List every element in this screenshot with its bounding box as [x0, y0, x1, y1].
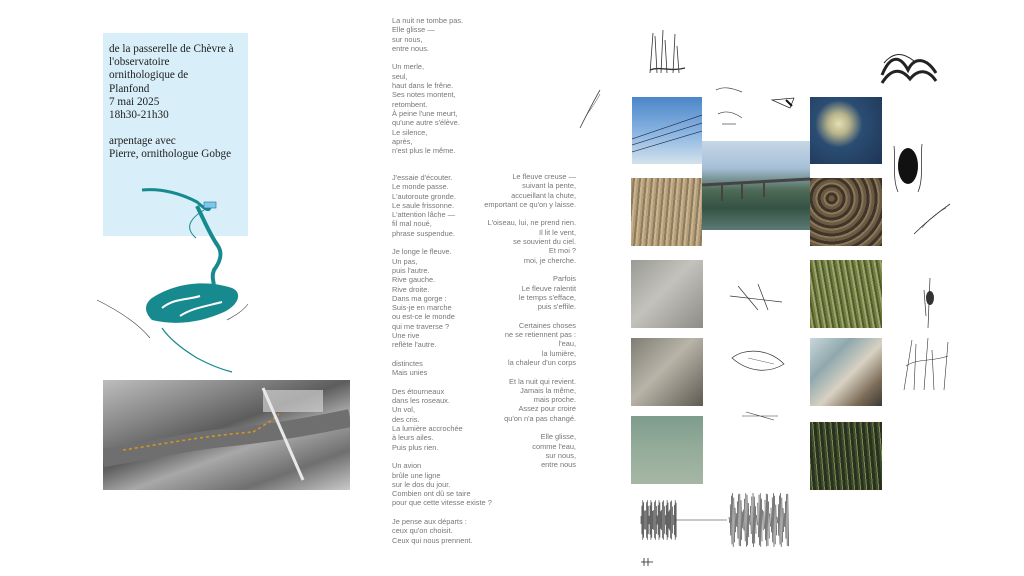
text-line: Le silence, — [392, 127, 428, 137]
photo-sky-night — [810, 97, 882, 164]
river-map-illustration — [92, 180, 252, 375]
text-line: qu'une autre s'élève. — [392, 118, 460, 128]
text-line: brûle une ligne — [392, 470, 441, 480]
blank-line — [465, 423, 576, 432]
aerial-photo — [103, 380, 350, 490]
text-line: Rive droite. — [392, 284, 430, 294]
text-line: sur nous, — [545, 450, 576, 460]
bird-silhouette-sketch — [770, 96, 796, 110]
blank-line — [392, 53, 463, 62]
blank-line — [465, 265, 576, 274]
text-line: Dans ma gorge : — [392, 293, 447, 303]
grass-sketch — [645, 28, 690, 78]
text-line: L'attention lâche — — [392, 210, 456, 220]
text-line: Mais unies — [392, 368, 428, 378]
text-line: fil mal noué, — [392, 219, 432, 229]
nest-sketch — [890, 142, 928, 194]
fish-sketch — [728, 344, 788, 378]
text-line: l'eau, — [558, 339, 576, 349]
text-line: Je pense aux départs : — [392, 516, 467, 526]
text-line: le temps s'efface, — [518, 292, 576, 302]
text-line: sur nous, — [392, 34, 423, 44]
text-line: 18h30-21h30 — [109, 109, 169, 122]
text-line: n'est plus le même. — [392, 146, 456, 156]
text-line: qui me traverse ? — [392, 321, 450, 331]
text-line: Combien ont dû se taire — [392, 489, 471, 499]
text-line: Jamais la même, — [520, 385, 576, 395]
text-line: Et la nuit qui revient. — [509, 376, 576, 386]
text-line: Puis plus rien. — [392, 442, 439, 452]
blank-line — [465, 367, 576, 376]
photo-rushing-water — [810, 338, 882, 406]
text-line: distinctes — [392, 358, 423, 368]
photo-reeds — [631, 178, 702, 246]
photo-calm-water — [631, 416, 703, 484]
text-line: après, — [392, 136, 413, 146]
sound-waveform — [637, 490, 797, 548]
branch-sketch — [728, 280, 784, 314]
text-line: Ses notes montent, — [392, 90, 456, 100]
blank-line — [465, 209, 576, 218]
feather-pattern-sketch — [880, 45, 938, 85]
poem-column-1 — [392, 16, 463, 155]
text-line: Ceux qui nous prennent. — [392, 535, 473, 545]
text-line: Rive gauche. — [392, 275, 436, 285]
text-line: Assez pour croire — [518, 404, 576, 414]
text-line: L'oiseau, lui, ne prend rien. — [487, 218, 576, 228]
feather-sketch-2 — [912, 200, 952, 236]
text-line: Un merle, — [392, 62, 425, 72]
photo-bridge-river — [702, 141, 810, 230]
text-line: seul, — [392, 71, 408, 81]
text-line: retombent. — [392, 99, 428, 109]
text-line: L'autoroute gronde. — [392, 191, 456, 201]
text-line: ornithologique de — [109, 69, 189, 82]
text-line: La lumière accrochée — [392, 424, 463, 434]
text-line: Le saule frissonne. — [392, 200, 455, 210]
text-line: ou est-ce le monde — [392, 312, 455, 322]
text-line: entre nous — [541, 460, 576, 470]
text-line: Planfond — [109, 82, 150, 95]
photo-sky-wires — [632, 97, 702, 164]
text-line: moi, je cherche. — [523, 255, 576, 265]
text-line: Certaines choses — [518, 320, 576, 330]
text-line: pour que cette vitesse existe ? — [392, 498, 492, 508]
text-line: Des étourneaux — [392, 386, 445, 396]
text-line: Parfois — [552, 274, 576, 284]
stroke-sketch — [740, 410, 780, 422]
bud-sketch — [914, 276, 944, 330]
text-line: ne se retiennent pas : — [504, 330, 576, 340]
small-scribble-sketch — [640, 556, 654, 568]
photo-dark-reeds — [810, 422, 882, 490]
text-line: puis l'autre. — [392, 265, 430, 275]
text-line: Le monde passe. — [392, 182, 449, 192]
text-line: Je longe le fleuve. — [392, 247, 452, 257]
photo-grass — [810, 260, 882, 328]
text-line: Un pas, — [392, 256, 418, 266]
text-line: Un avion — [392, 461, 422, 471]
text-line: Le fleuve creuse — — [512, 172, 576, 181]
photo-sand — [631, 260, 703, 328]
text-line: mais proche. — [533, 395, 576, 405]
text-line: 7 mai 2025 — [109, 95, 160, 108]
text-line: Suis-je en marche — [392, 303, 452, 313]
text-line: reflète l'autre. — [392, 340, 437, 350]
text-line: l'observatoire — [109, 56, 170, 69]
text-line: entre nous. — [392, 43, 429, 53]
photo-driftwood — [631, 338, 703, 406]
text-line: phrase suspendue. — [392, 228, 455, 238]
text-line: comme l'eau, — [532, 441, 576, 451]
text-line: suivant la pente, — [522, 181, 576, 191]
text-line: Elle glisse, — [540, 432, 576, 442]
text-line: Un vol, — [392, 405, 416, 415]
reeds-sketch — [902, 336, 952, 392]
text-line: qu'on n'a pas changé. — [504, 413, 576, 423]
text-line: des cris. — [392, 414, 420, 424]
text-line: Elle glisse — — [392, 25, 435, 35]
text-line: Et moi ? — [548, 246, 576, 256]
text-line: la lumière, — [541, 348, 576, 358]
text-line: sur le dos du jour. — [392, 479, 451, 489]
text-line: à leurs ailes. — [392, 433, 434, 443]
text-line: J'essaie d'écouter. — [392, 173, 453, 182]
blank-line — [465, 311, 576, 320]
text-line: arpentage avec — [109, 135, 176, 148]
text-line: haut dans le frêne. — [392, 81, 454, 91]
text-line: la chaleur d'un corps — [508, 357, 576, 367]
text-line: Une rive — [392, 331, 420, 341]
photo-dry-leaves — [810, 178, 882, 246]
feather-sketch — [578, 86, 604, 130]
text-line: de la passerelle de Chèvre à — [109, 43, 234, 55]
poem-column-3 — [465, 172, 576, 470]
text-line: Pierre, ornithologue Gobge — [109, 148, 232, 161]
text-line: ceux qu'on choisit. — [392, 526, 453, 536]
blank-line — [392, 508, 492, 517]
text-line: se souvient du ciel. — [513, 237, 576, 247]
text-line: Le fleuve ralentit — [521, 283, 576, 293]
bird-sketch — [712, 84, 746, 130]
text-line: emportant ce qu'on y laisse. — [484, 199, 576, 209]
text-line: puis s'effile. — [537, 302, 576, 312]
text-line: À peine l'une meurt, — [392, 108, 458, 118]
text-line: La nuit ne tombe pas. — [392, 16, 464, 25]
text-line: Il lit le vent, — [539, 227, 576, 237]
text-line: dans les roseaux. — [392, 396, 450, 406]
text-line: accueillant la chute, — [511, 190, 576, 200]
